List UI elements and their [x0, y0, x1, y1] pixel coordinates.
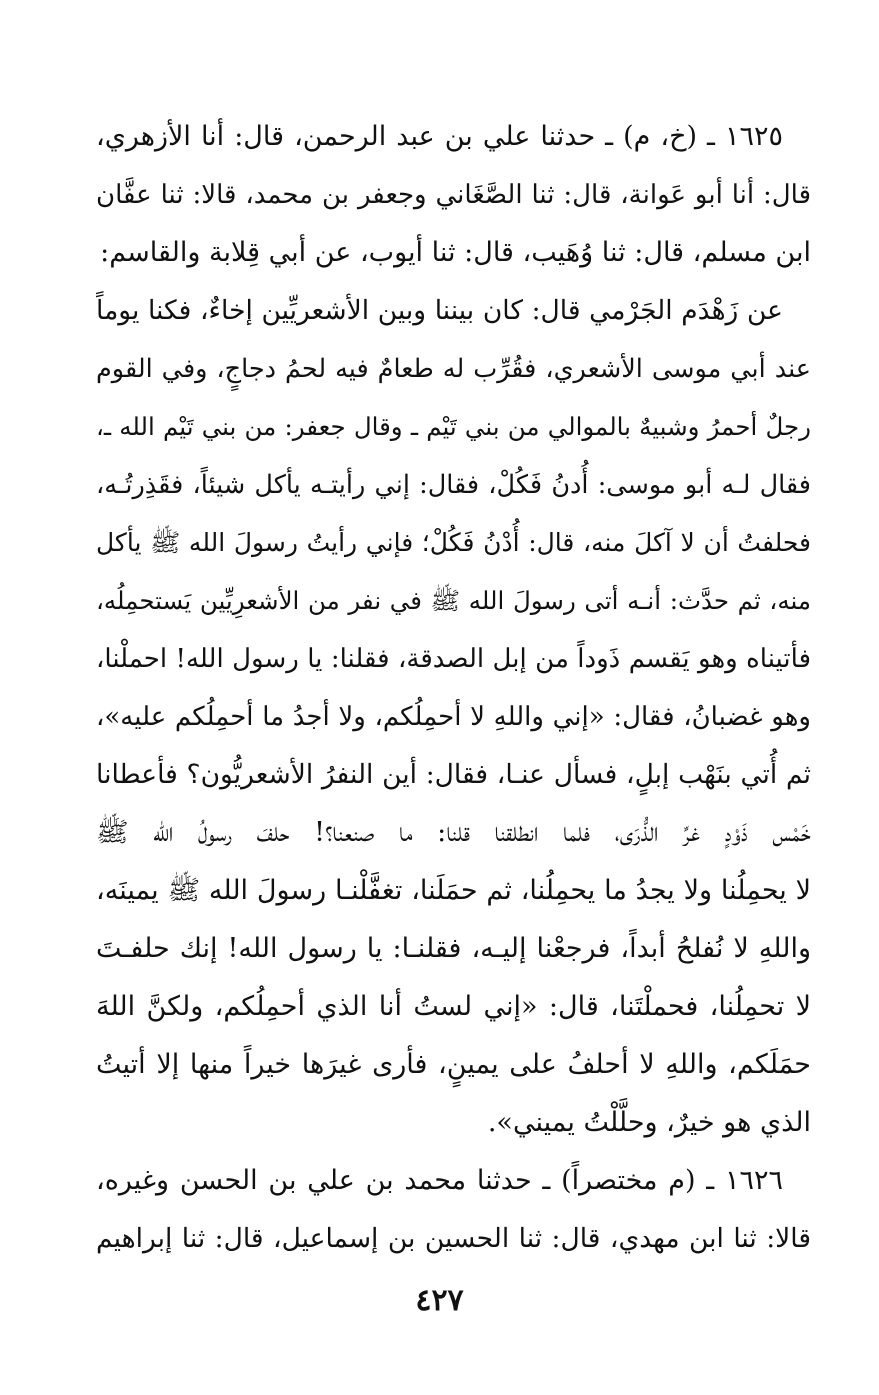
text-line: ابن مسلم، قال: ثنا وُهَيب، قال: ثنا أيوب، عن أبي قِلابة والقاسم: [100, 237, 811, 268]
text-line: فقال لـه أبو موسى: أُدنُ فَكُلْ، فقال: إني رأيتـه يأكل شيئاً، فقَذِرتُـه، [96, 470, 811, 500]
text-line: فأتيناه وهو يَقسم ذَوداً من إبل الصدقة، فقلنا: يا رسول الله! احملْنا، [96, 644, 811, 674]
text-line: منه، ثم حدَّث: أنـه أتى رسولَ الله ﷺ في نفر من الأشعرِيِّين يَستحمِلُه، [96, 586, 811, 615]
text-line: لا تحمِلُنا، فحملْتَنا، قال: «إني لستُ أنا الذي أحمِلُكم، ولكنَّ اللهَ [96, 991, 811, 1022]
text-line: رجلٌ أحمرُ وشبيهٌ بالموالي من بني تَيْم ـ وقال جعفر: من بني تَيْم الله ـ، [96, 412, 811, 441]
text-line: ثم أُتي بنَهْب إبلٍ، فسأل عنـا، فقال: أين النفرُ الأشعريُّون؟ فأعطانا [96, 759, 811, 790]
text-line: قال: أنا أبو عَوانة، قال: ثنا الصَّغَاني وجعفر بن محمد، قالا: ثنا عفَّان [96, 180, 811, 210]
main-text [96, 108, 811, 1268]
text-line: لا يحمِلُنا ولا يجدُ ما يحمِلُنا، ثم حمَلَنا، تغفَّلْنـا رسولَ الله ﷺ يمينَه، [96, 875, 811, 906]
page-number: ٤٢٧ [415, 1283, 464, 1318]
text-line: فحلفتُ أن لا آكلَ منه، قال: أُدْنُ فَكُلْ؛ فإني رأيتُ رسولَ الله ﷺ يأكل [96, 528, 811, 557]
text-line: الذي هو خيرٌ، وحلَّلْتُ يميني». [487, 1107, 811, 1138]
hadith-1625-heading-line: ١٦٢٥ ـ (خ، م) ـ حدثنا علي بن عبد الرحمن، قال: أنا الأزهري، [96, 121, 783, 152]
text-line: واللهِ لا نُفلحُ أبداً، فرجعْنا إليـه، فقلنـا: يا رسول الله! إنك حلفـتَ [96, 933, 811, 964]
text-line: عن زَهْدَم الجَرْمي قال: كان بيننا وبين الأشعريِّين إخاءٌ، فكنا يوماً [96, 295, 783, 326]
text-line: قالا: ثنا ابن مهدي، قال: ثنا الحسين بن إسماعيل، قال: ثنا إبراهيم [96, 1223, 811, 1254]
text-line: وهو غضبانُ، فقال: «إني واللهِ لا أحمِلُكم، ولا أجدُ ما أحمِلُكم عليه»، [96, 702, 811, 732]
hadith-1626-heading-line: ١٦٢٦ ـ (م مختصراً) ـ حدثنا محمد بن علي بن الحسن وغيره، [96, 1165, 783, 1196]
text-line: عند أبي موسى الأشعري، فقُرِّب له طعامٌ فيه لحمُ دجاجٍ، وفي القوم [96, 354, 811, 384]
text-line: خَمْس ذَوْدٍ غرِّ الذُّرَى، فلما انطلقنا قلنا: ما صنعنا؟! حلفَ رسولُ الله ﷺ [96, 817, 811, 848]
text-line: حمَلَكم، واللهِ لا أحلفُ على يمينٍ، فأرى غيرَها خيراً منها إلا أتيتُ [96, 1049, 811, 1080]
